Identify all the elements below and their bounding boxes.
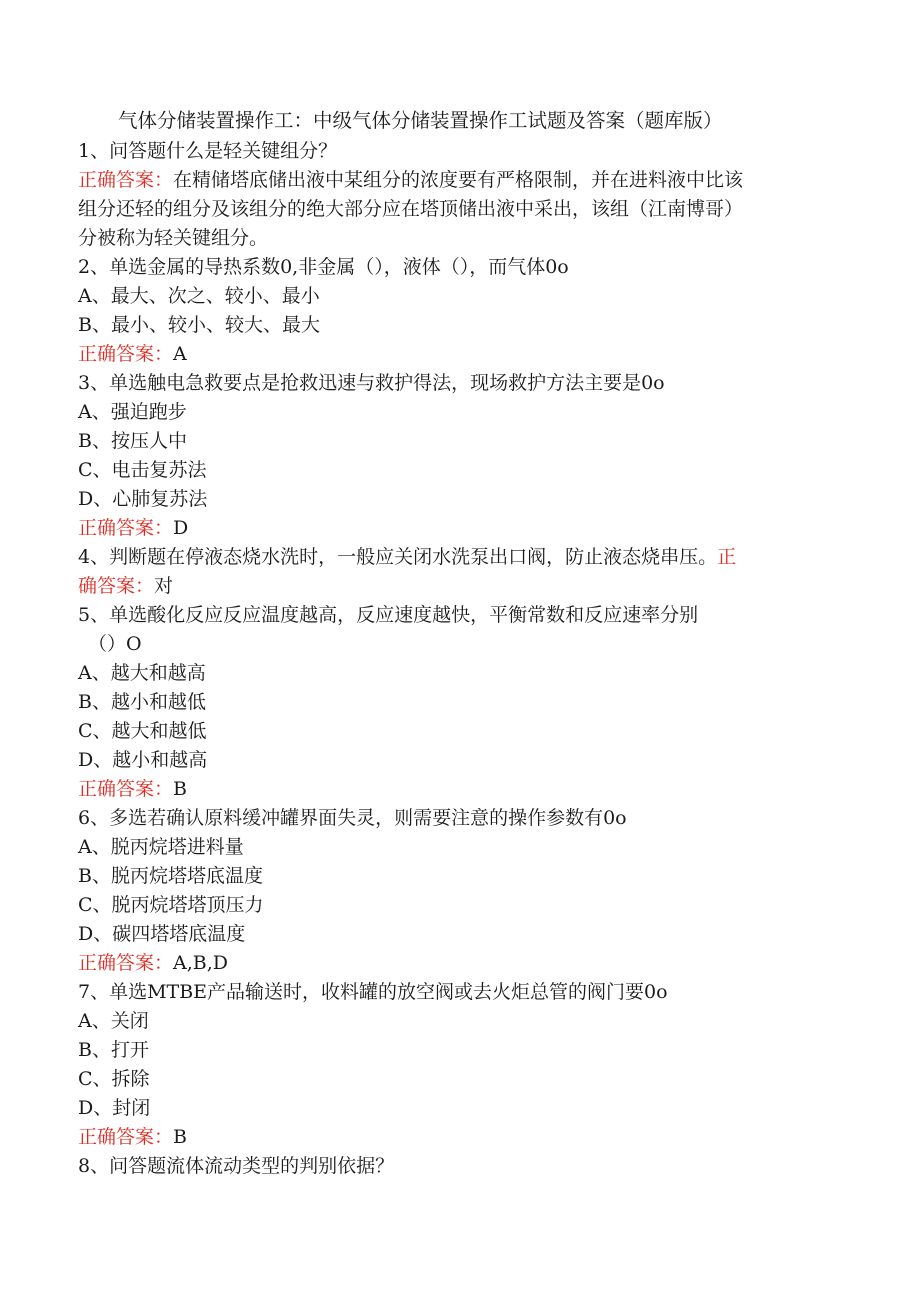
answer-value: B bbox=[173, 1126, 187, 1148]
answer-7 bbox=[78, 1124, 838, 1150]
question-4 bbox=[78, 544, 838, 570]
question-3: 3、单选触电急救要点是抢救迅速与救护得法，现场救护方法主要是0o bbox=[78, 372, 665, 394]
question-7: 7、单选MTBE产品输送时，收料罐的放空阀或去火炬总管的阀门要0o bbox=[78, 981, 668, 1003]
answer-label: 正确答案： bbox=[78, 169, 174, 191]
option-3c: C、电击复苏法 bbox=[78, 459, 207, 481]
answer-value: D bbox=[173, 517, 189, 539]
question-8: 8、问答题流体流动类型的判别依据？ bbox=[78, 1155, 395, 1177]
question-5-line-1: 5、单选酸化反应反应温度越高，反应速度越快，平衡常数和反应速率分别 bbox=[78, 604, 699, 626]
question-text: 4、判断题在停液态烧水洗时，一般应关闭水洗泵出口阀，防止液态烧串压。 bbox=[78, 546, 718, 568]
option-6b: B、脱丙烷塔塔底温度 bbox=[78, 865, 263, 887]
option-2b: B、最小、较小、较大、最大 bbox=[78, 314, 320, 336]
option-5d: D、越小和越高 bbox=[78, 749, 208, 771]
answer-5 bbox=[78, 776, 838, 802]
answer-value: B bbox=[173, 778, 187, 800]
question-2: 2、单选金属的导热系数0,非金属（），液体（），而气体0o bbox=[78, 256, 569, 278]
option-5b: B、越小和越低 bbox=[78, 691, 206, 713]
answer-label: 正确答案： bbox=[78, 343, 174, 365]
option-5a: A、越大和越高 bbox=[78, 662, 206, 684]
option-3a: A、强迫跑步 bbox=[78, 401, 187, 423]
option-3b: B、按压人中 bbox=[78, 430, 187, 452]
answer-label-start: 正 bbox=[717, 546, 737, 568]
option-2a: A、最大、次之、较小、最小 bbox=[78, 285, 320, 307]
option-6d: D、碳四塔塔底温度 bbox=[78, 923, 246, 945]
answer-label: 正确答案： bbox=[78, 952, 174, 974]
document-title: 气体分储装置操作工：中级气体分储装置操作工试题及答案（题库版） bbox=[118, 109, 723, 132]
option-5c: C、越大和越低 bbox=[78, 720, 207, 742]
answer-4 bbox=[78, 573, 838, 599]
answer-label: 正确答案： bbox=[78, 1126, 174, 1148]
answer-label: 正确答案： bbox=[78, 778, 174, 800]
question-1: 1、问答题什么是轻关键组分？ bbox=[78, 140, 338, 162]
answer-value: 对 bbox=[154, 575, 174, 597]
answer-text: 在精储塔底储出液中某组分的浓度要有严格限制，并在进料液中比该 bbox=[173, 169, 744, 191]
option-6c: C、脱丙烷塔塔顶压力 bbox=[78, 894, 264, 916]
option-7b: B、打开 bbox=[78, 1039, 149, 1061]
answer-value: A bbox=[173, 343, 187, 365]
answer-value: A,B,D bbox=[173, 952, 229, 974]
question-5-line-2: （）O bbox=[88, 633, 142, 655]
answer-1-line-1 bbox=[78, 167, 838, 193]
option-7c: C、拆除 bbox=[78, 1068, 150, 1090]
option-7d: D、封闭 bbox=[78, 1097, 151, 1119]
option-7a: A、关闭 bbox=[78, 1010, 149, 1032]
option-3d: D、心肺复苏法 bbox=[78, 488, 208, 510]
answer-label-end: 确答案： bbox=[78, 575, 155, 597]
question-6: 6、多选若确认原料缓冲罐界面失灵，则需要注意的操作参数有0o bbox=[78, 807, 627, 829]
answer-1-line-3: 分被称为轻关键组分。 bbox=[78, 227, 269, 249]
answer-3 bbox=[78, 515, 838, 541]
answer-1-line-2: 组分还轻的组分及该组分的绝大部分应在塔顶储出液中采出，该组（江南博哥） bbox=[78, 198, 744, 220]
answer-2 bbox=[78, 341, 838, 367]
answer-6 bbox=[78, 950, 838, 976]
option-6a: A、脱丙烷塔进料量 bbox=[78, 836, 244, 858]
answer-label: 正确答案： bbox=[78, 517, 174, 539]
